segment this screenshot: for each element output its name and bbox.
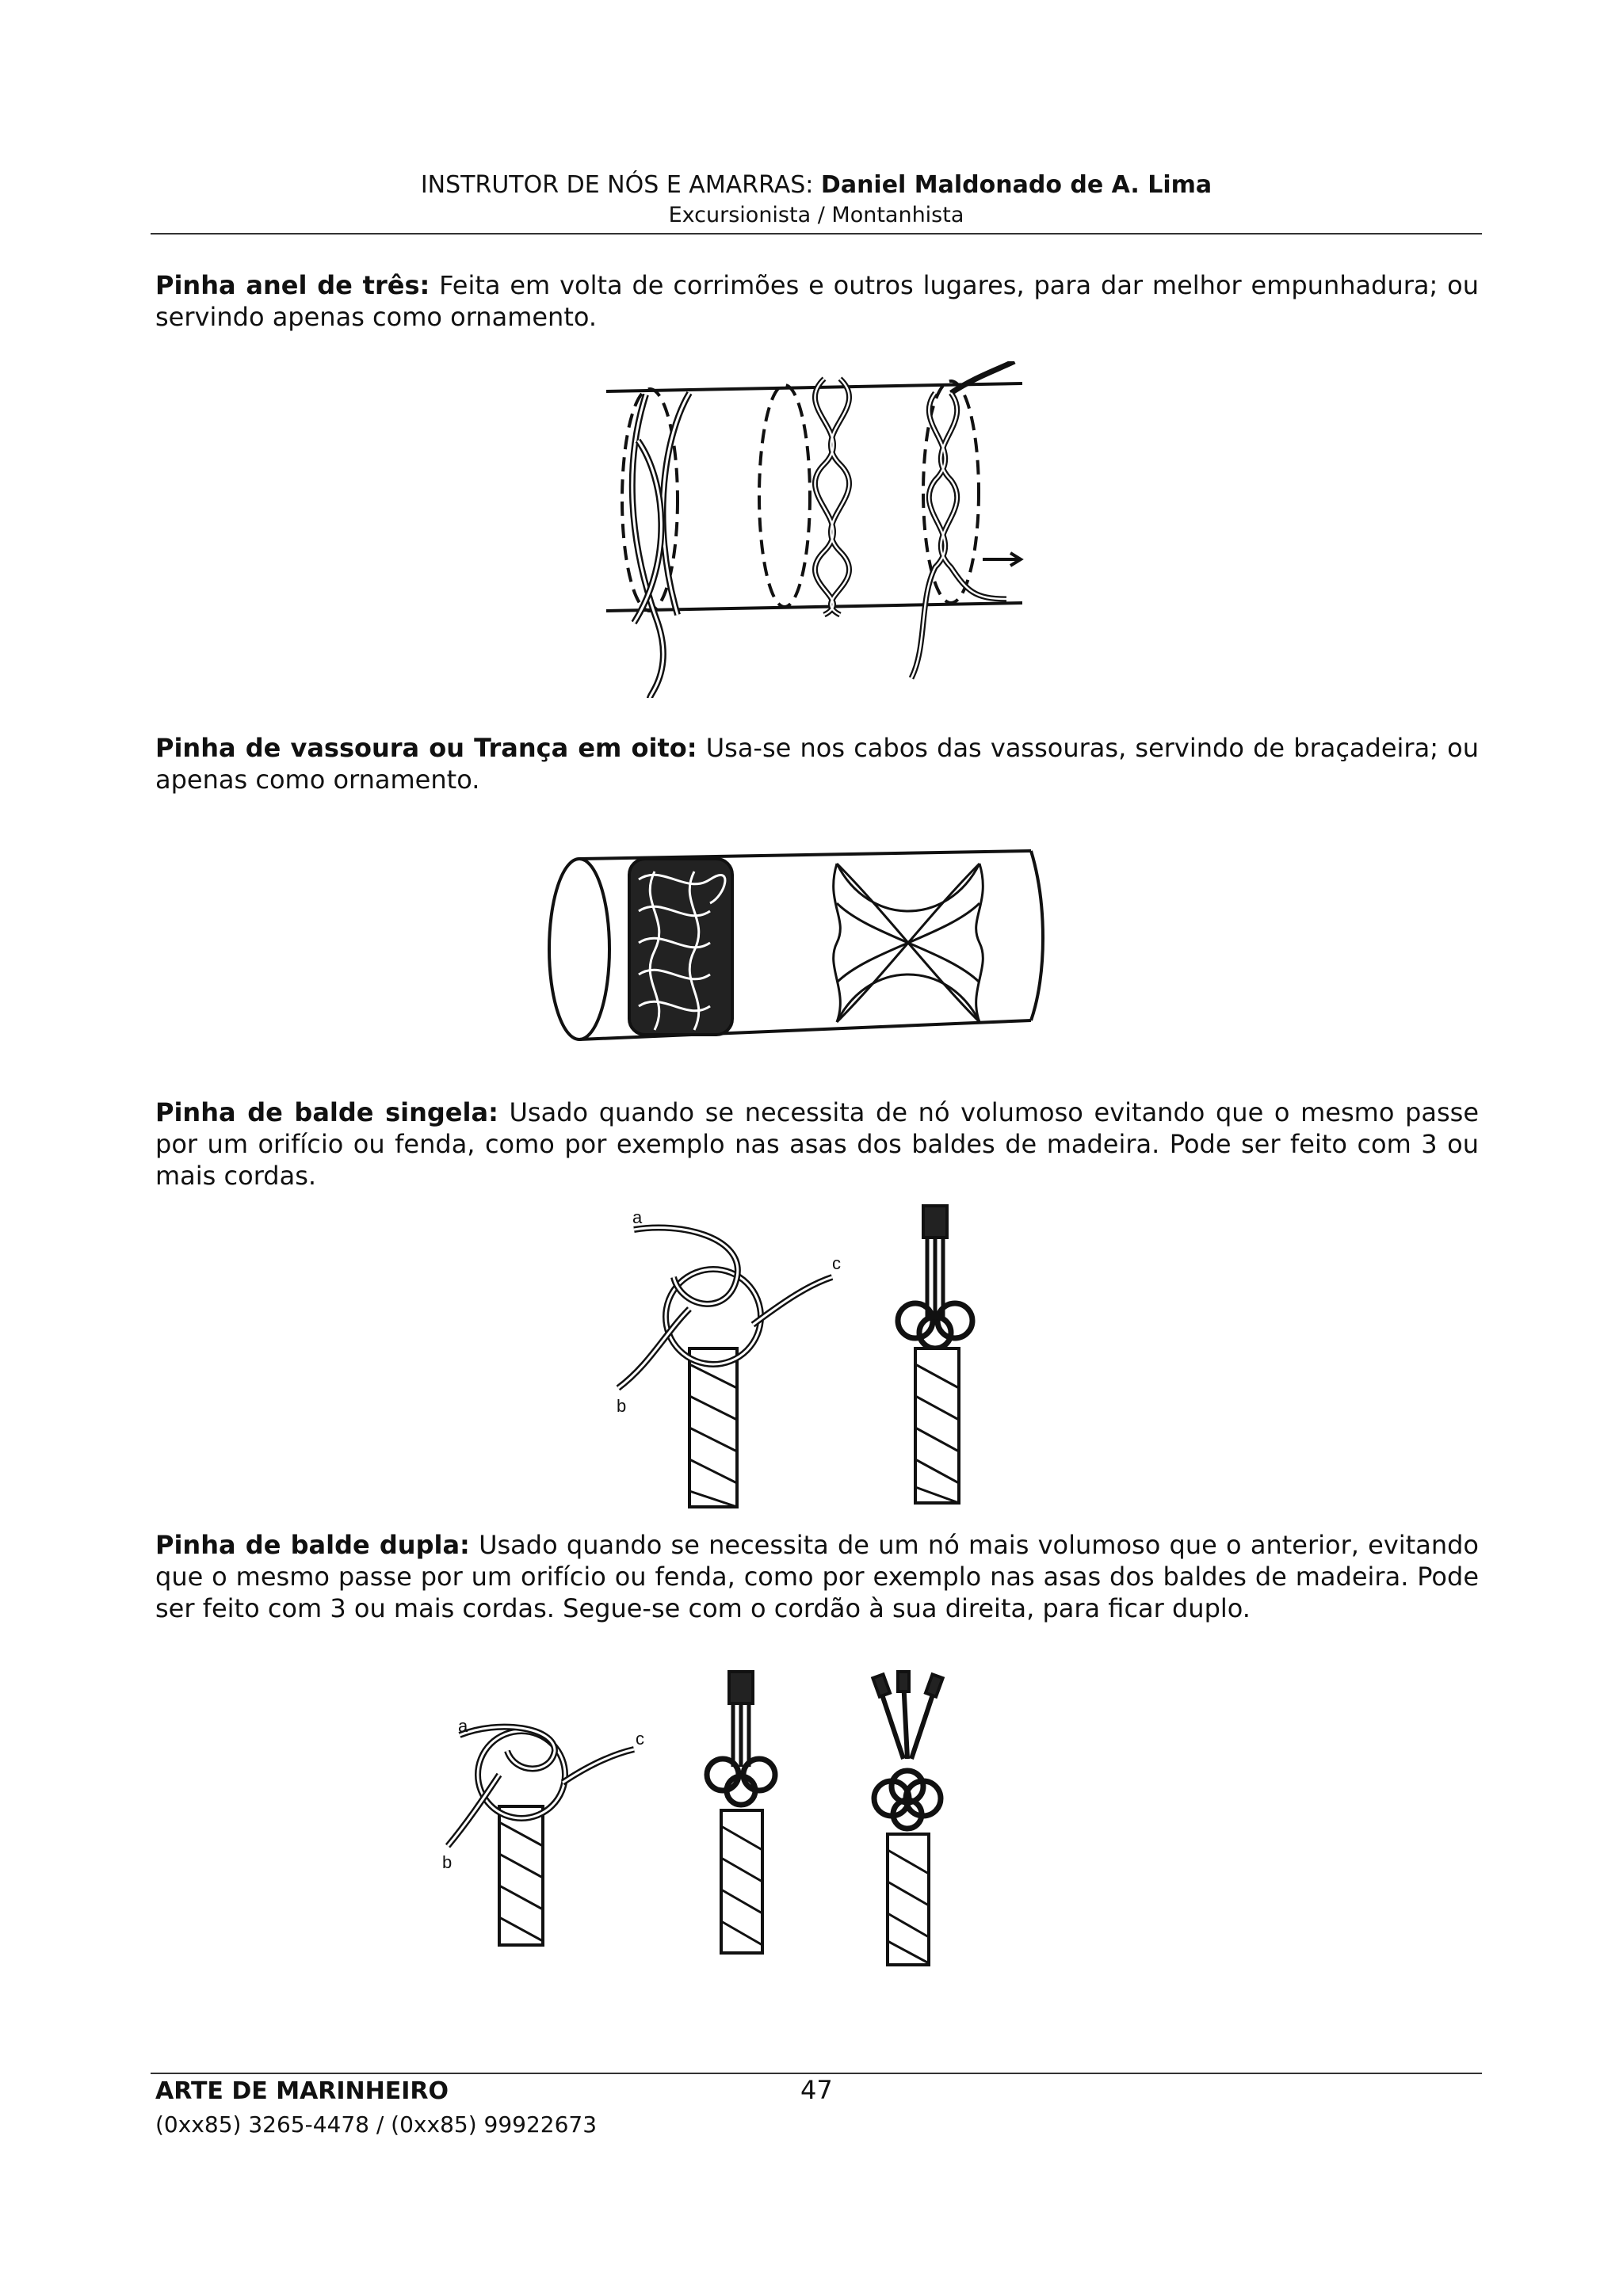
section-text: Usa-se nos cabos das vassouras, servindo de braçadeira; ou apenas como ornamento. (155, 733, 1480, 795)
section-pinha-de-balde-singela (155, 1097, 1479, 1192)
section-pinha-de-vassoura (155, 732, 1479, 795)
header-subtitle: Excursionista / Montanhista (668, 203, 964, 227)
footer-phone: (0xx85) 3265-4478 / (0xx85) 99922673 (155, 2111, 598, 2138)
section-pinha-de-balde-dupla (155, 1529, 1479, 1624)
section-term: Pinha de balde singela: (155, 1097, 498, 1127)
page-header (151, 170, 1482, 230)
header-prefix: INSTRUTOR DE NÓS E AMARRAS: (420, 171, 821, 199)
section-text: Usado quando se necessita de um nó mais volumoso que o anterior, evitando que o mesmo passe por um orifício ou fenda, como por exemplo nas asas dos baldes de madeira. Pode ser feito com 3 ou mais cordas. Segue-se com o cordão à sua direita, para ficar duplo. (155, 1530, 1480, 1623)
figure-pinha-anel-de-tres (602, 361, 1030, 710)
section-text: Usado quando se necessita de nó volumoso evitando que o mesmo passe por um orifício ou fenda, como por exemplo nas asas dos baldes de madeira. Pode ser feito com 3 ou mais cordas. (155, 1097, 1479, 1191)
label-c: c (832, 1253, 841, 1273)
label-c: c (636, 1729, 644, 1749)
figure-pinha-de-balde-singela (602, 1190, 999, 1516)
header-title (151, 170, 1482, 201)
section-term: Pinha de vassoura ou Trança em oito: (155, 733, 697, 763)
label-a: a (458, 1716, 468, 1736)
footer-title: ARTE DE MARINHEIRO (155, 2077, 449, 2105)
header-divider (151, 233, 1482, 235)
figure-pinha-de-balde-dupla (436, 1656, 991, 1973)
header-author: Daniel Maldonado de A. Lima (820, 171, 1212, 199)
section-pinha-anel-de-tres (155, 269, 1479, 333)
page-number: 47 (800, 2075, 833, 2105)
section-term: Pinha anel de três: (155, 270, 430, 300)
label-b: b (442, 1852, 453, 1872)
section-text: Feita em volta de corrimões e outros lugares, para dar melhor empunhadura; ou servindo apenas como ornamento. (155, 270, 1480, 332)
label-b: b (617, 1396, 627, 1416)
figure-pinha-de-vassoura (536, 832, 1051, 1063)
label-a: a (632, 1207, 643, 1227)
section-term: Pinha de balde dupla: (155, 1530, 470, 1560)
